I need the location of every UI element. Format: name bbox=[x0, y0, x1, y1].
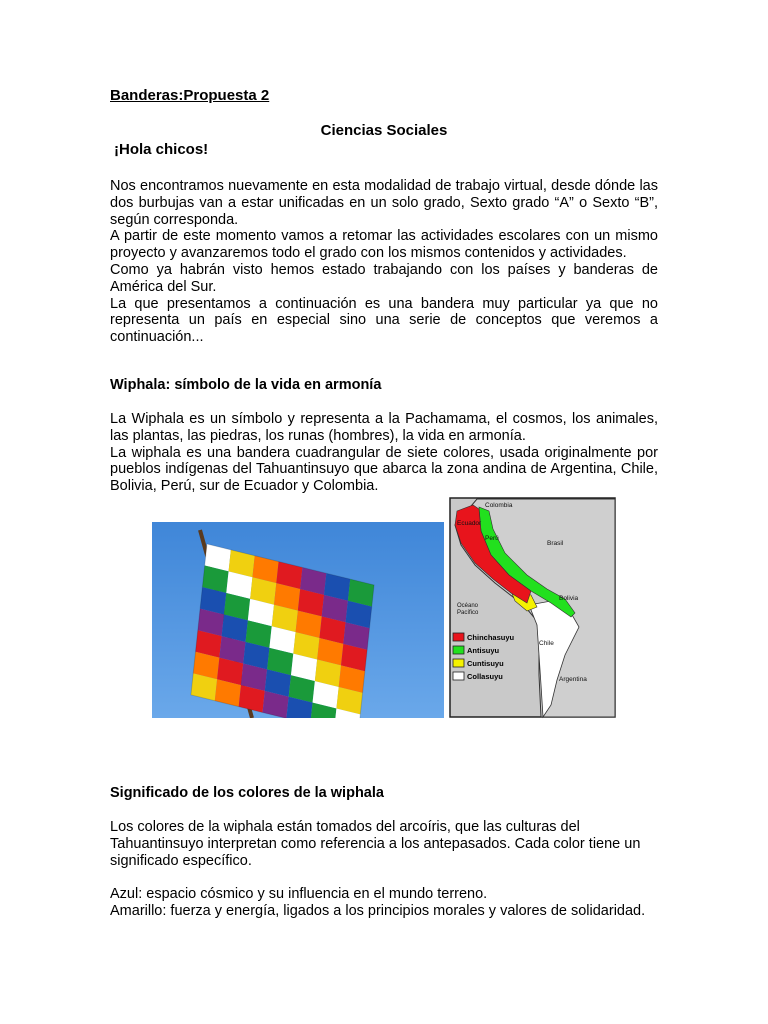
legend-label-cuntisuyu: Cuntisuyu bbox=[467, 659, 504, 668]
map-label-pacifico: Pacífico bbox=[457, 610, 479, 616]
tahuantinsuyo-map-image bbox=[447, 495, 618, 720]
wiphala-text bbox=[110, 411, 658, 495]
map-label-peru: Perú bbox=[485, 535, 499, 542]
map-label-brasil: Brasil bbox=[547, 540, 564, 547]
section-title-colors: Significado de los colores de la wiphala bbox=[110, 785, 384, 801]
legend-label-antisuyu: Antisuyu bbox=[467, 646, 500, 655]
colors-intro: Los colores de la wiphala están tomados del arcoíris, que las culturas del Tahuantinsuyo interpretan como referencia a los antepasados. Cada color tiene un significado específico. bbox=[110, 819, 641, 869]
color-meaning-item: Azul: espacio cósmico y su influencia en el mundo terreno. bbox=[110, 886, 488, 902]
legend-swatch-antisuyu bbox=[453, 646, 464, 654]
intro-paragraph: La que presentamos a continuación es una bandera muy particular ya que no representa un país en especial sino una serie de conceptos que veremos a continuación... bbox=[110, 295, 658, 346]
color-meaning-item: Amarillo: fuerza y energía, ligados a los principios morales y valores de solidaridad. bbox=[110, 902, 646, 919]
wiphala-paragraph: La wiphala es una bandera cuadrangular de siete colores, usada originalmente por pueblos indígenas del Tahuantinsuyo que abarca la zona andina de Argentina, Chile, Bolivia, Perú, sur de Ecuador y Colombia. bbox=[110, 444, 658, 495]
intro-paragraph: Nos encontramos nuevamente en esta modalidad de trabajo virtual, desde dónde las dos burbujas van a estar unificadas en un solo grado, Sexto grado “A” o Sexto “B”, según corresponda. bbox=[110, 178, 658, 228]
map-label-colombia: Colombia bbox=[485, 502, 513, 509]
legend-swatch-cuntisuyu bbox=[453, 659, 464, 667]
map-label-ecuador: Ecuador bbox=[457, 520, 482, 527]
colors-list bbox=[110, 886, 658, 920]
tahuantinsuyo-map bbox=[447, 495, 618, 720]
legend-swatch-chinchasuyu bbox=[453, 633, 464, 641]
intro-paragraph: A partir de este momento vamos a retomar las actividades escolares con un mismo proyecto y avanzaremos todo el grado con los mismos contenidos y actividades. bbox=[110, 228, 658, 262]
wiphala-paragraph: La Wiphala es un símbolo y representa a la Pachamama, el cosmos, los animales, las plantas, las piedras, los runas (hombres), la vida en armonía. bbox=[110, 411, 658, 444]
wiphala-flag-image bbox=[152, 522, 444, 718]
greeting: ¡Hola chicos! bbox=[114, 141, 209, 158]
map-label-bolivia: Bolivia bbox=[559, 595, 579, 602]
legend-swatch-collasuyu bbox=[453, 672, 464, 680]
wiphala-flag-photo bbox=[152, 522, 444, 718]
map-label-oceano: Océano bbox=[457, 603, 479, 609]
document-heading: Banderas:Propuesta 2 bbox=[110, 87, 270, 104]
section-title-wiphala: Wiphala: símbolo de la vida en armonía bbox=[110, 377, 382, 393]
map-label-argentina: Argentina bbox=[559, 676, 587, 683]
map-label-chile: Chile bbox=[539, 640, 554, 647]
subject-title: Ciencias Sociales bbox=[320, 122, 448, 139]
legend-label-collasuyu: Collasuyu bbox=[467, 672, 503, 681]
intro-text bbox=[110, 178, 658, 346]
legend-label-chinchasuyu: Chinchasuyu bbox=[467, 633, 515, 642]
intro-paragraph: Como ya habrán visto hemos estado trabajando con los países y banderas de América del Sur. bbox=[110, 261, 658, 295]
